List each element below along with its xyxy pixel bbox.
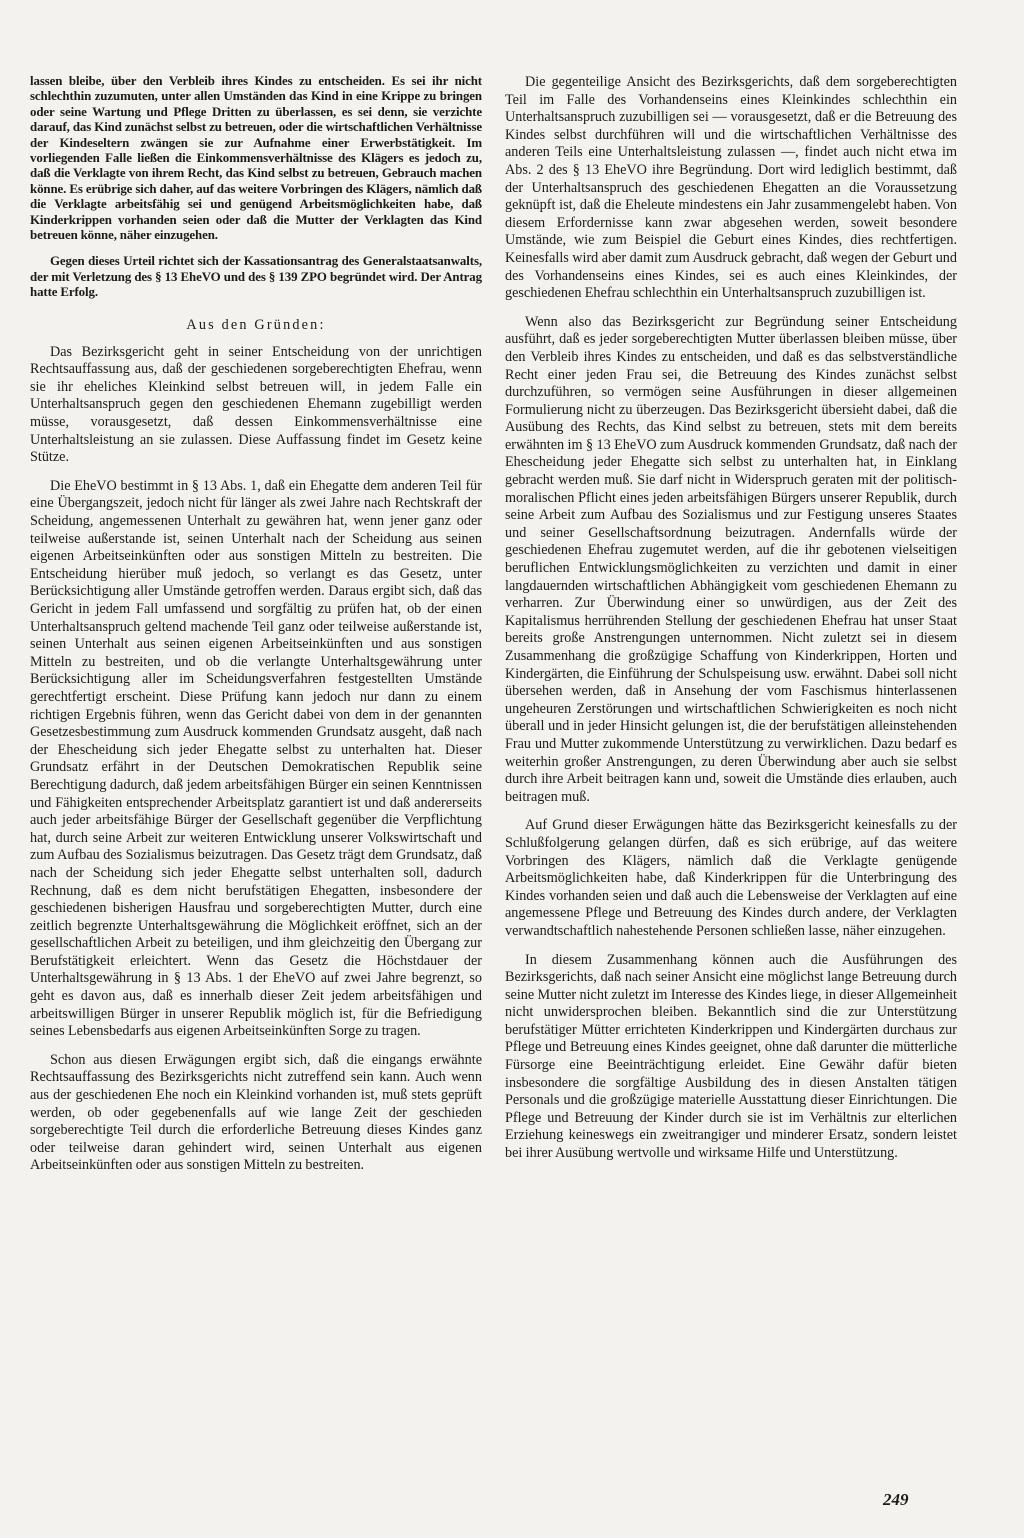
paragraph: Die gegenteilige Ansicht des Bezirksgerichts, daß dem sorgeberechtigten Teil im Falle des Vorhandenseins eines Kleinkindes schlechthin ein Unterhaltsanspruch zuzubilligen sei — vorausgesetzt, daß er die Betreuung des Kindes selbst durchführen will und die wirtschaftlichen Verhältnisse des anderen Teils eine Unterhaltsleistung zulassen —, findet auch nicht etwa im Abs. 2 des § 13 EheVO ihre Begründung. Dort wird lediglich bestimmt, daß der Unterhaltsanspruch des geschiedenen Ehegatten an die Voraussetzung geknüpft ist, daß die Eheleute mindestens ein Jahr zusammengelebt haben. Von diesem Erfordernisse kann zwar abgesehen werden, soweit besondere Umstände, wie zum Beispiel die Geburt eines Kindes, dies rechtfertigen. Keinesfalls wird aber damit zum Ausdruck gebracht, daß wegen der Geburt und des Vorhandenseins eines Kindes, sei es auch eines Kleinkindes, der geschiedenen Ehefrau schlechthin ein Unterhaltsanspruch zuzubilligen ist.: [505, 74, 957, 302]
paragraph: Die EheVO bestimmt in § 13 Abs. 1, daß ein Ehegatte dem anderen Teil für eine Übergangszeit, jedoch nicht für länger als zwei Jahre nach Rechtskraft der Scheidung, angemessenen Unterhalt zu gewähren hat, wenn jener ganz oder teilweise außerstande ist, seinen Unterhalt nach der Scheidung aus seinen eigenen Arbeitseinkünften oder aus sonstigen Mitteln zu bestreiten. Die Entscheidung hierüber muß jedoch, so verlangt es das Gesetz, unter Berücksichtigung aller Umstände getroffen werden. Daraus ergibt sich, daß das Gericht in jedem Fall umfassend und sorgfältig zu prüfen hat, ob der einen Unterhaltsanspruch geltend machende Teil ganz oder teilweise außerstande ist, seinen Unterhalt aus seinen eigenen Arbeitseinkünften und aus sonstigen Mitteln zu bestreiten, und ob die verlangte Unterhaltsgewährung unter Berücksichtigung aller im Scheidungsverfahren festgestellten Umstände gerechtfertigt erscheint. Diese Prüfung kann jedoch nur dann zu einem richtigen Ergebnis führen, wenn das Gericht dabei von dem in der genannten Gesetzesbestimmung zum Ausdruck kommenden Grundsatz ausgeht, daß nach der Ehescheidung sich jeder Ehegatte selbst zu unterhalten hat. Dieser Grundsatz erfährt in der Deutschen Demokratischen Republik seine Berechtigung dadurch, daß jedem arbeitsfähigen Bürger ein seinen Kenntnissen und Fähigkeiten entsprechender Arbeitsplatz garantiert ist und daß andererseits auch jeder arbeitsfähige Bürger der Gesellschaft gegenüber die Verpflichtung hat, durch seine Arbeit zur weiteren Entwicklung unserer Volkswirtschaft und zum Aufbau des Sozialismus beizutragen. Das Gesetz trägt dem Grundsatz, daß nach der Scheidung sich jeder Ehegatte selbst unterhalten soll, dadurch Rechnung, daß es dem nicht berufstätigen Ehegatten, insbesondere der geschiedenen bisherigen Hausfrau und sorgeberechtigten Mutter, durch eine zeitlich begrenzte Unterhaltsgewährung die Möglichkeit eröffnet, sich an der gesellschaftlichen Arbeit zu beteiligen, und ihm gleichzeitig den Übergang zur Berufstätigkeit erleichtert. Wenn das Gesetz die Höchstdauer der Unterhaltsgewährung in § 13 Abs. 1 der EheVO auf zwei Jahre begrenzt, so geht es davon aus, daß es innerhalb dieser Zeit jedem arbeitsfähigen und arbeitswilligen Bürger in unserer Republik möglich ist, für die Befriedigung seines Lebensbedarfs aus eigenen Arbeitseinkünften Sorge zu tragen.: [30, 477, 482, 1040]
page-number: 249: [883, 1490, 909, 1509]
paragraph: Auf Grund dieser Erwägungen hätte das Bezirksgericht keinesfalls zu der Schlußfolgerung gelangen dürfen, daß es sich erübrige, auf das weitere Vorbringen des Klägers, nämlich daß die Verklagte genügende Arbeitsmöglichkeiten habe, daß Kinderkrippen für die Unterbringung des Kindes vorhanden seien und daß auch die Lebensweise der Verklagten auf eine angemessene Pflege und Betreuung des Kindes durch andere, der Verklagten verwandtschaftlich nahestehende Personen schließen lasse, näher einzugehen.: [505, 817, 957, 939]
paragraph: In diesem Zusammenhang können auch die Ausführungen des Bezirksgerichts, daß nach seiner Ansicht eine möglichst lange Betreuung durch seine Mutter nicht zuletzt im Interesse des Kindes liege, in dieser Allgemeinheit nicht unwidersprochen bleiben. Bekanntlich sind die zur Unterstützung berufstätiger Mütter errichteten Kinderkrippen und Kindergärten durchaus zur Pflege und Betreuung eines Kindes geeignet, ohne daß darunter die mütterliche Fürsorge eine Beeinträchtigung erleidet. Eine Gewähr dafür bieten insbesondere die sorgfältige Ausbildung des in diesen Anstalten tätigen Personals und die großzügige materielle Ausstattung dieser Einrichtungen. Die Pflege und Betreuung der Kinder durch sie ist im Verhältnis zur elterlichen Erziehung keineswegs ein zweitrangiger und minderer Ersatz, sondern leistet bei ihrer Ausübung wertvolle und wirksame Hilfe und Unterstützung.: [505, 951, 957, 1162]
paragraph: Das Bezirksgericht geht in seiner Entscheidung von der unrichtigen Rechtsauffassung aus, daß der geschiedenen sorgeberechtigten Ehefrau, wenn sie ihr eheliches Kleinkind selbst betreuen will, in jedem Falle ein Unterhaltsanspruch gegen den geschiedenen Ehemann zugebilligt werden müsse, vorausgesetzt, daß dessen Einkommensverhältnisse eine Unterhaltsleistung an sie zulassen. Diese Auffassung findet im Gesetz keine Stütze.: [30, 343, 482, 466]
section-heading: Aus den Gründen:: [186, 316, 326, 333]
left-column: [30, 74, 482, 1186]
right-column: [505, 74, 957, 1174]
paragraph: Schon aus diesen Erwägungen ergibt sich, daß die eingangs erwähnte Rechtsauffassung des Bezirksgerichts nicht zutreffend sein kann. Auch wenn aus der geschiedenen Ehe noch ein Kleinkind vorhanden ist, muß stets geprüft werden, ob oder gegebenenfalls auf wie lange Zeit der geschieden sorgeberechtigte Teil durch die erforderliche Betreuung dieses Kindes ganz oder teilweise daran gehindert wird, seinen Unterhalt aus eigenen Arbeitseinkünften oder aus sonstigen Mitteln zu bestreiten.: [30, 1051, 482, 1174]
paragraph: Wenn also das Bezirksgericht zur Begründung seiner Entscheidung ausführt, daß es jeder sorgeberechtigten Mutter überlassen bleiben müsse, über den Verbleib ihres Kindes zu entscheiden, und daß es das selbstverständliche Recht einer jeden Frau sei, die Betreuung des Kindes zunächst selbst durchzuführen, so vermögen seine Ausführungen in dieser allgemeinen Formulierung nicht zu überzeugen. Das Bezirksgericht übersieht dabei, daß die Ausübung des Rechts, das Kind selbst zu betreuen, stets mit dem bereits erwähnten im § 13 EheVO zum Ausdruck kommenden Grundsatz, daß nach der Ehescheidung jeder Ehegatte sich selbst zu unterhalten hat, in Einklang gebracht werden muß. Sie darf nicht in Widerspruch geraten mit der politisch-moralischen Pflicht eines jeden arbeitsfähigen Bürgers unserer Republik, durch seine Arbeit zum Aufbau des Sozialismus und zur Festigung unseres Staates und seiner Gesellschaftsordnung beizutragen. Andernfalls würde der geschiedenen Ehefrau zugemutet werden, auf die ihr gebotenen vielseitigen beruflichen Entwicklungsmöglichkeiten zu verzichten und damit in einer langdauernden wirtschaftlichen Abhängigkeit vom geschiedenen Ehemann zu verharren. Zur Überwindung einer so unwürdigen, aus der Zeit des Kapitalismus herrührenden Stellung der geschiedenen Ehefrau hat unser Staat bereits große Anstrengungen unternommen. Nicht zuletzt sei in diesem Zusammenhang die großzügige Schaffung von Kinderkrippen, Horten und Kindergärten, die Einführung der Schulspeisung usw. erwähnt. Dabei soll nicht übersehen werden, daß in Ansehung der vom Faschismus hinterlassenen ungeheuren Zerstörungen und wirtschaftlichen Schwierigkeiten es noch nicht überall und in jeder Hinsicht gelungen ist, die der berufstätigen alleinstehenden Frau und Mutter zukommende Unterstützung zu verwirklichen. Dazu bedarf es weiterhin großer Anstrengungen, zu deren Überwindung aber auch sie selbst durch ihre Arbeit beitragen kann und, soweit die Umstände dies erlauben, auch beitragen muß.: [505, 313, 957, 805]
paragraph-case-summary: lassen bleibe, über den Verbleib ihres Kindes zu entscheiden. Es sei ihr nicht schlechthin zuzumuten, unter allen Umständen das Kind in eine Krippe zu bringen oder seine Wartung und Pflege Dritten zu überlassen, es sei denn, sie verzichte darauf, das Kind zunächst selbst zu betreuen, oder die wirtschaftlichen Verhältnisse der Kindeseltern zwängen sie zur Aufnahme einer Erwerbstätigkeit. Im vorliegenden Falle ließen die Einkommensverhältnisse des Klägers es jedoch zu, daß die Verklagte von ihrem Recht, das Kind selbst zu betreuen, Gebrauch machen könne. Es erübrige sich daher, auf das weitere Vorbringen des Klägers, nämlich daß die Verklagte arbeitsfähig sei und genügend Arbeitsmöglichkeiten habe, daß Kinderkrippen vorhanden seien oder daß die Mutter der Verklagten das Kind betreuen könne, näher einzugehen.: [30, 74, 482, 243]
paragraph-cassation-motion: Gegen dieses Urteil richtet sich der Kassationsantrag des Generalstaatsanwalts, der mit Verletzung des § 13 EheVO und des § 139 ZPO begründet wird. Der Antrag hatte Erfolg.: [30, 254, 482, 300]
